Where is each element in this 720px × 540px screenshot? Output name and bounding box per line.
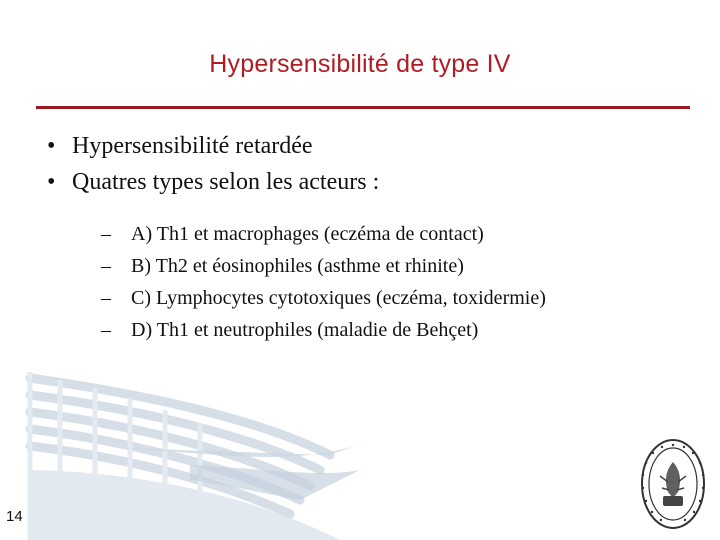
bullet-marker: • bbox=[47, 133, 56, 159]
bullet-item bbox=[47, 164, 379, 200]
title-divider bbox=[36, 106, 690, 109]
sub-bullet-item bbox=[101, 282, 601, 314]
sub-bullet-text: D) Th1 et neutrophiles (maladie de Behçet) bbox=[131, 319, 479, 341]
bullet-item bbox=[47, 128, 379, 164]
sub-bullet-text: A) Th1 et macrophages (eczéma de contact) bbox=[131, 223, 484, 245]
sub-bullet-text: C) Lymphocytes cytotoxiques (eczéma, toxidermie) bbox=[131, 287, 546, 309]
dash-marker: – bbox=[101, 223, 111, 245]
sub-bullet-item bbox=[101, 250, 601, 282]
dash-marker: – bbox=[101, 319, 111, 341]
sub-bullet-list bbox=[101, 218, 601, 346]
sub-bullet-item bbox=[101, 314, 601, 346]
sub-bullet-item bbox=[101, 218, 601, 250]
slide-title: Hypersensibilité de type IV bbox=[209, 50, 511, 78]
university-seal-icon bbox=[638, 436, 708, 532]
page-number: 14 bbox=[6, 508, 23, 525]
sub-bullet-text: B) Th2 et éosinophiles (asthme et rhinite) bbox=[131, 255, 464, 277]
dash-marker: – bbox=[101, 255, 111, 277]
bullet-text: Hypersensibilité retardée bbox=[72, 133, 313, 159]
bullet-text: Quatres types selon les acteurs : bbox=[72, 169, 380, 195]
bullet-list bbox=[47, 128, 379, 200]
bullet-marker: • bbox=[47, 169, 56, 195]
dash-marker: – bbox=[101, 287, 111, 309]
